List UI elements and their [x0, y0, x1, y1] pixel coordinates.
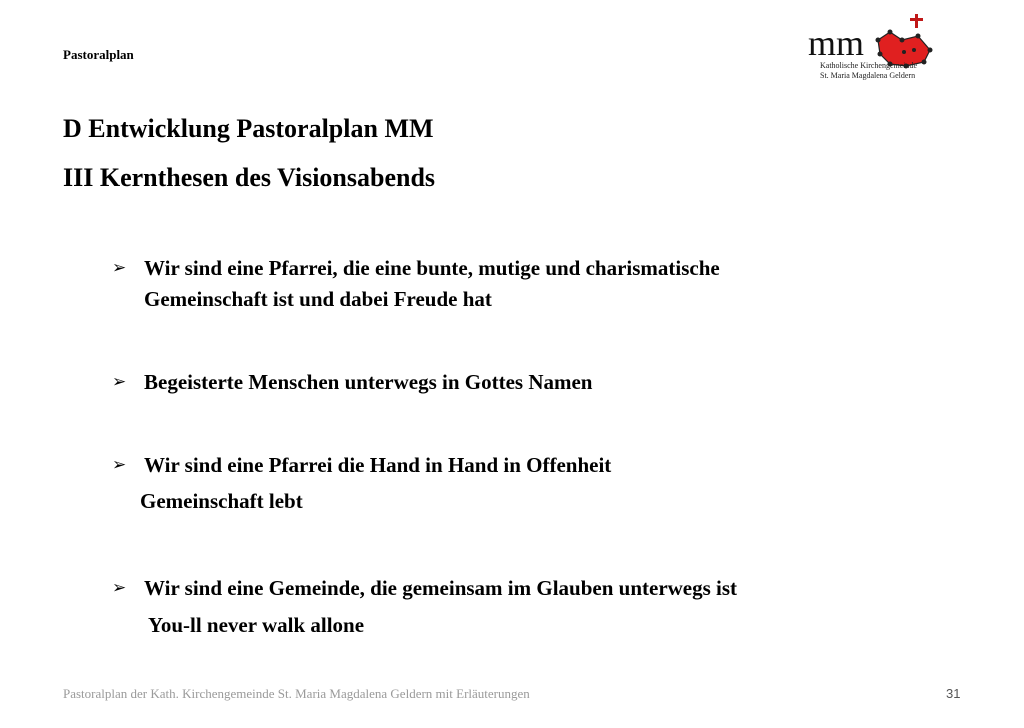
bullet-4-line1: Wir sind eine Gemeinde, die gemeinsam im Glauben unterwegs ist	[144, 576, 738, 600]
bullet-3-line1: Wir sind eine Pfarrei die Hand in Hand in Offenheit	[144, 453, 612, 477]
bullet-1-line2: Gemeinschaft ist und dabei Freude hat	[144, 287, 492, 311]
logo-caption-line1: Katholische Kirchengemeinde	[820, 61, 918, 70]
bullet-item-3	[112, 450, 611, 481]
cross-icon	[910, 14, 923, 28]
logo-caption-line2: St. Maria Magdalena Geldern	[820, 71, 916, 80]
arrowhead-bullet-icon: ➢	[112, 258, 127, 278]
bullet-item-1	[112, 253, 720, 315]
logo-text: mm	[808, 23, 865, 63]
bullet-item-4	[112, 573, 737, 604]
bullet-2-line1: Begeisterte Menschen unterwegs in Gottes Namen	[144, 370, 593, 394]
bullet-item-2	[112, 367, 593, 398]
arrowhead-bullet-icon: ➢	[112, 455, 127, 475]
bullet-4-line2: You-ll never walk allone	[148, 613, 365, 637]
footer-text: Pastoralplan der Kath. Kirchengemeinde St. Maria Magdalena Geldern mit Erläuterungen	[63, 686, 530, 701]
logo-caption	[820, 61, 917, 81]
page-number: 31	[946, 686, 961, 701]
title-line1: D Entwicklung Pastoralplan MM	[63, 114, 434, 143]
title-line2: III Kernthesen des Visionsabends	[63, 163, 436, 192]
arrowhead-bullet-icon: ➢	[112, 578, 127, 598]
arrowhead-bullet-icon: ➢	[112, 372, 127, 392]
bullet-1-line1: Wir sind eine Pfarrei, die eine bunte, mutige und charismatische	[144, 256, 720, 280]
header-label: Pastoralplan	[63, 47, 134, 62]
bullet-3-line2: Gemeinschaft lebt	[140, 489, 303, 513]
